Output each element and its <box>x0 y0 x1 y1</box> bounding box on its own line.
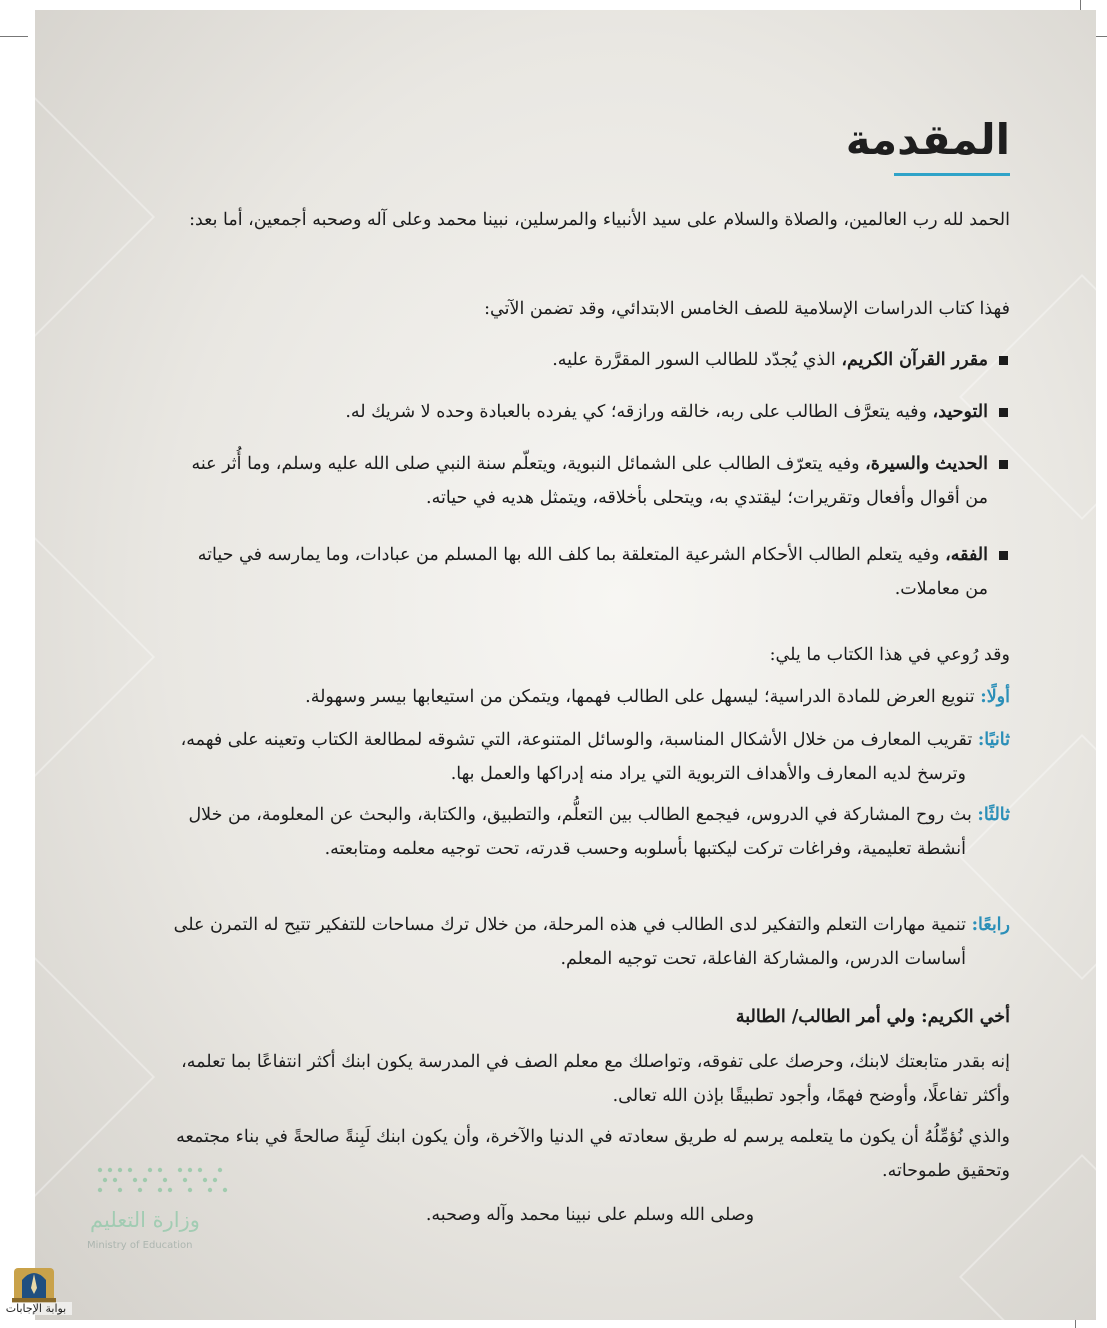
lead-paragraph <box>170 292 1010 326</box>
list-item <box>170 343 1010 377</box>
closing <box>170 1198 1010 1232</box>
item-text: وفيه يتعلم الطالب الأحكام الشرعية المتعلقة بما كلف الله بها المسلم من عبادات، وما يمارسه في حياته من معاملات. <box>197 545 988 599</box>
book-page <box>35 10 1096 1320</box>
point-third <box>170 798 1010 866</box>
list-item <box>170 395 1010 429</box>
item-term: مقرر القرآن الكريم، <box>841 350 988 370</box>
list-item <box>170 447 1010 515</box>
item-text: وفيه يتعرّف الطالب على الشمائل النبوية، ويتعلّم سنة النبي صلى الله عليه وسلم، وما أُثر عنه من أقوال وأفعال وتقريرات؛ ليقتدي به، ويتحلى بأخلاقه، ويتمثل هديه في حياته. <box>191 454 988 508</box>
crop-mark <box>0 36 28 37</box>
point-second <box>170 723 1010 791</box>
contents-list <box>170 447 1010 515</box>
point-first <box>170 680 1010 714</box>
considered-text: وقد رُوعي في هذا الكتاب ما يلي: <box>769 645 1010 665</box>
closing-text: وصلى الله وسلم على نبينا محمد وآله وصحبه. <box>425 1205 755 1225</box>
intro-text: الحمد لله رب العالمين، والصلاة والسلام على سيد الأنبياء والمرسلين، نبينا محمد وعلى آله وصحبه أجمعين، أما بعد: <box>189 210 1010 230</box>
point-text: تنويع العرض للمادة الدراسية؛ ليسهل على الطالب فهمها، ويتمكن من استيعابها بيسر وسهولة. <box>305 687 981 707</box>
bullet-square-icon <box>999 356 1008 365</box>
item-term: الحديث والسيرة، <box>865 454 988 474</box>
parent-heading-text: أخي الكريم: ولي أمر الطالب/ الطالبة <box>735 1007 1010 1027</box>
considered-intro <box>170 638 1010 672</box>
parent-text: والذي نُؤمِّلُهُ أن يكون ما يتعلمه يرسم له طريق سعادته في الدنيا والآخرة، وأن يكون ابنك لَبِنةً صالحةً في بناء مجتمعه وتحقيق طموحاته. <box>176 1127 1010 1181</box>
item-term: الفقه، <box>945 545 988 565</box>
answers-portal-logo-icon <box>8 1258 60 1304</box>
parent-paragraph-1 <box>170 1045 1010 1113</box>
contents-list <box>170 395 1010 429</box>
ministry-name-ar: وزارة التعليم <box>90 1208 200 1232</box>
point-label: رابعًا: <box>971 915 1010 935</box>
bullet-square-icon <box>999 408 1008 417</box>
bullet-square-icon <box>999 460 1008 469</box>
lead-text: فهذا كتاب الدراسات الإسلامية للصف الخامس الابتدائي، وقد تضمن الآتي: <box>484 299 1010 319</box>
contents-list <box>170 343 1010 377</box>
item-text: وفيه يتعرَّف الطالب على ربه، خالقه ورازقه؛ كي يفرده بالعبادة وحده لا شريك له. <box>345 402 933 422</box>
parent-text: إنه بقدر متابعتك لابنك، وحرصك على تفوقه، وتواصلك مع معلم الصف في المدرسة يكون ابنك أكثر انتفاعًا بما تعلمه، وأكثر تفاعلًا، وأوضح فهمًا، وأجود تطبيقًا بإذن الله تعالى. <box>181 1052 1010 1106</box>
point-text: تقريب المعارف من خلال الأشكال المناسبة، والوسائل المتنوعة، التي تشوقه لمطالعة الكتاب وتعينه على فهمه، وترسخ لديه المعارف والأهداف التربوية التي يراد منه إدراكها والعمل بها. <box>180 730 978 784</box>
bullet-square-icon <box>999 551 1008 560</box>
point-text: بث روح المشاركة في الدروس، فيجمع الطالب بين التعلُّم، والتطبيق، والكتابة، والبحث عن المعلومة، من خلال أنشطة تعليمية، وفراغات تركت ليكتبها بأسلوبه وحسب قدرته، تحت توجيه معلمه ومتابعته. <box>188 805 978 859</box>
parent-heading <box>170 1000 1010 1034</box>
contents-list <box>170 538 1010 606</box>
answers-portal-label: بوابة الإجابات <box>0 1302 72 1315</box>
logo-dots-icon <box>95 1165 230 1195</box>
ornament <box>35 534 155 780</box>
ministry-logo <box>65 1160 245 1300</box>
ministry-name-en: Ministry of Education <box>87 1240 193 1251</box>
intro-paragraph <box>170 203 1010 237</box>
point-label: ثانيًا: <box>977 730 1010 750</box>
item-term: التوحيد، <box>932 402 988 422</box>
parent-paragraph-2 <box>170 1120 1010 1188</box>
ornament <box>35 94 155 340</box>
point-fourth <box>170 908 1010 976</box>
page-title: المقدمة <box>845 115 1010 164</box>
point-text: تنمية مهارات التعلم والتفكير لدى الطالب في هذه المرحلة، من خلال ترك مساحات للتفكير تتيح له التمرن على أساسات الدرس، والمشاركة الفاعلة، تحت توجيه المعلم. <box>173 915 972 969</box>
point-label: أولًا: <box>980 687 1010 707</box>
point-label: ثالثًا: <box>977 805 1010 825</box>
item-text: الذي يُجدّد للطالب السور المقرَّرة عليه. <box>552 350 842 370</box>
title-underline <box>894 173 1010 176</box>
list-item <box>170 538 1010 606</box>
